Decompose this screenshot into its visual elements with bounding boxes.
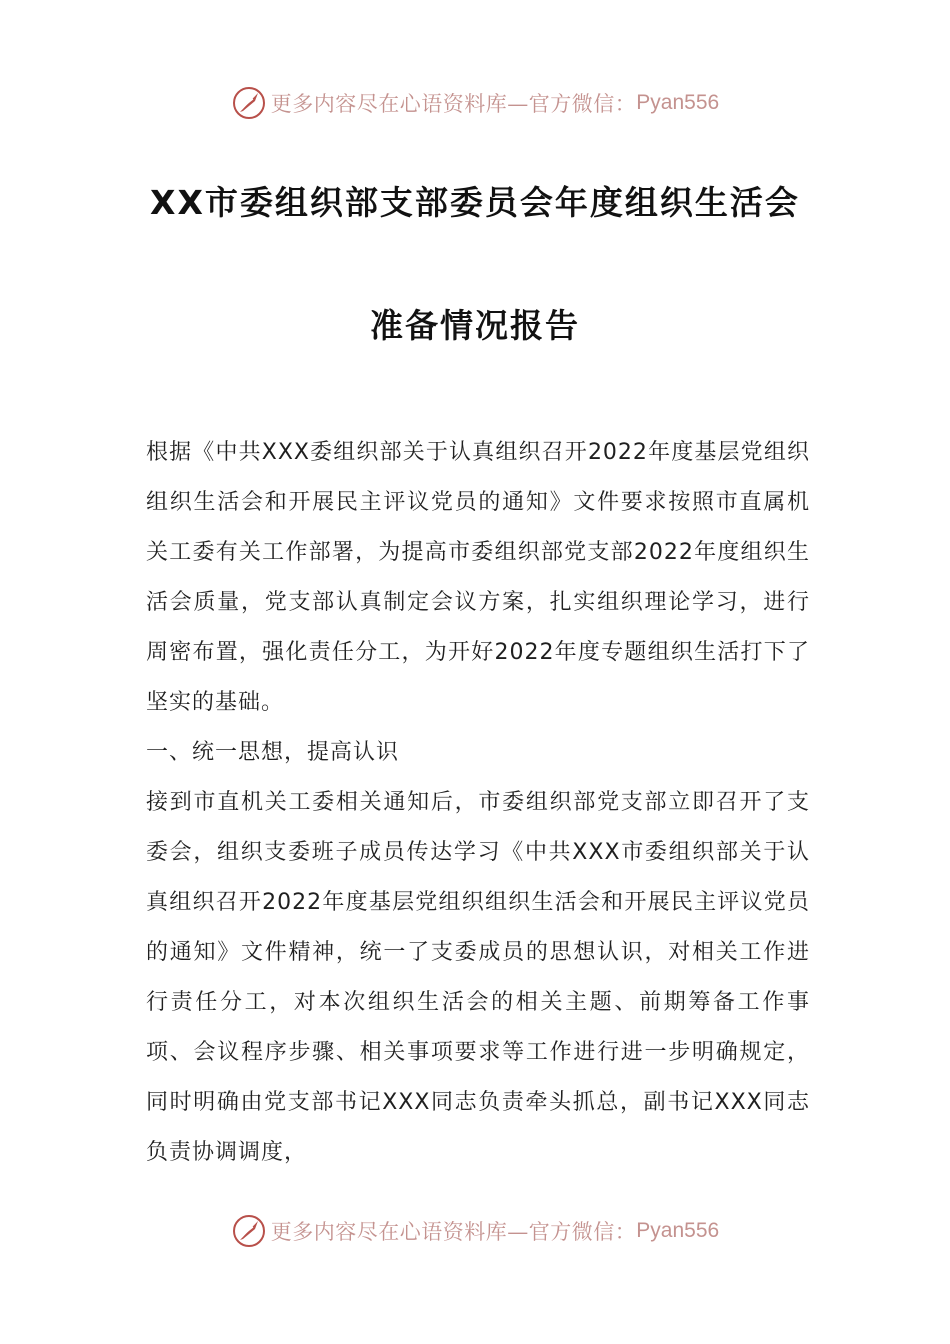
watermark-header xyxy=(0,83,950,123)
watermark-footer xyxy=(0,1211,950,1251)
quill-logo-icon xyxy=(231,85,267,121)
document-title-line1: XX市委组织部支部委员会年度组织生活会 xyxy=(150,183,800,222)
watermark-text: 更多内容尽在心语资料库—官方微信： xyxy=(270,1220,637,1244)
watermark-wechat-id: Pyan556 xyxy=(636,91,720,114)
paragraph-section1: 接到市直机关工委相关通知后，市委组织部党支部立即召开了支委会，组织支委班子成员传达学习《中共XXX市委组织部关于认真组织召开2022年度基层党组织组织生活会和开展民主评议党员的通知》文件精神，统一了支委成员的思想认识，对相关工作进行责任分工，对本次组织生活会的相关主题、前期筹备工作事项、会议程序步骤、相关事项要求等工作进行进一步明确规定，同时明确由党支部书记XXX同志负责牵头抓总，副书记XXX同志负责协调调度， xyxy=(146,790,810,1165)
document-body xyxy=(146,428,810,1178)
paragraph-intro: 根据《中共XXX委组织部关于认真组织召开2022年度基层党组织组织生活会和开展民主评议党员的通知》文件要求按照市直属机关工委有关工作部署，为提高市委组织部党支部2022年度组织生活会质量，党支部认真制定会议方案，扎实组织理论学习，进行周密布置，强化责任分工，为开好2022年度专题组织生活打下了坚实的基础。 xyxy=(146,440,810,715)
section-heading-1: 一、统一思想，提高认识 xyxy=(146,740,400,765)
quill-logo-icon xyxy=(231,1213,267,1249)
watermark-text: 更多内容尽在心语资料库—官方微信： xyxy=(270,92,637,116)
document-title-line2: 准备情况报告 xyxy=(370,306,580,345)
watermark-wechat-id: Pyan556 xyxy=(636,1219,720,1242)
